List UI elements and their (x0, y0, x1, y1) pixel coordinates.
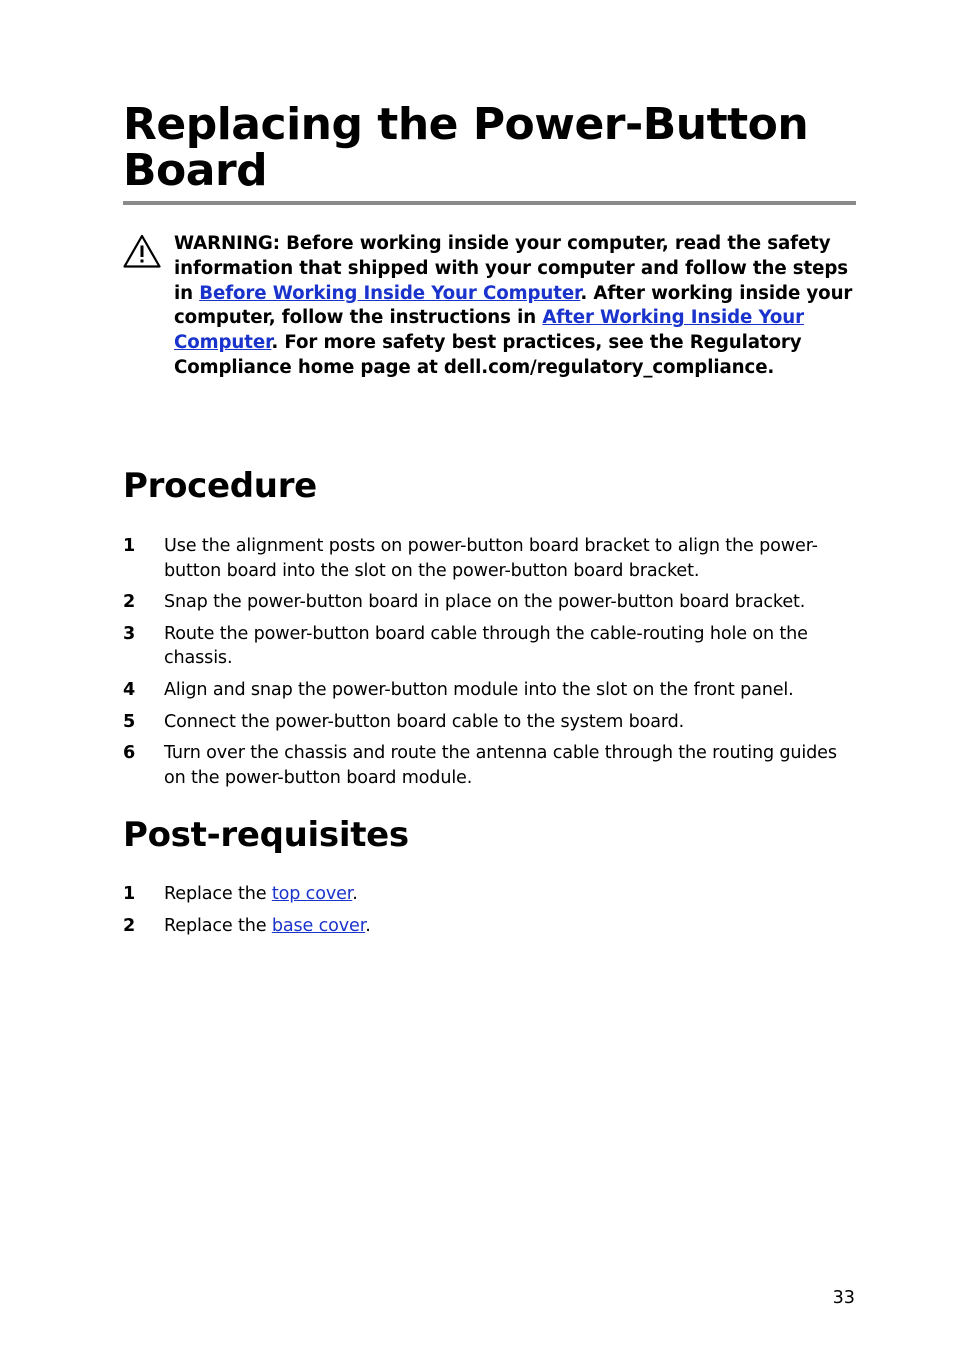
step-text-suffix: . (365, 915, 371, 936)
procedure-steps-list (123, 534, 863, 797)
procedure-heading: Procedure (123, 466, 317, 506)
step-number: 4 (123, 679, 136, 700)
list-item (123, 590, 863, 615)
step-number: 1 (123, 536, 136, 556)
step-text: Route the power-button board cable through the cable-routing hole on the chassis. (164, 623, 808, 669)
list-item (123, 741, 863, 790)
step-text: Snap the power-button board in place on the power-button board bracket. (164, 592, 806, 613)
warning-text-part-2: . After working inside your computer, follow the instructions in (174, 282, 853, 329)
step-number: 3 (123, 623, 136, 644)
warning-text-part-3: . For more safety best practices, see the Regulatory Compliance home page at dell.com/regulatory_compliance. (174, 332, 802, 378)
post-requisites-list (123, 882, 863, 945)
page-number: 33 (832, 1288, 855, 1308)
step-text: Turn over the chassis and route the antenna cable through the routing guides on the power-button board module. (164, 743, 837, 788)
step-text: Replace the (164, 884, 272, 904)
before-working-link[interactable]: Before Working Inside Your Computer (199, 282, 581, 304)
list-item (123, 622, 863, 671)
step-number: 2 (123, 592, 136, 613)
list-item (123, 710, 863, 735)
warning-text (174, 232, 864, 381)
warning-triangle-icon (123, 234, 161, 268)
step-number: 6 (123, 743, 136, 764)
list-item (123, 534, 863, 583)
page-title: Replacing the Power-Button Board (123, 99, 809, 196)
step-number: 5 (123, 711, 136, 732)
after-working-link[interactable]: After Working Inside Your Computer (174, 307, 805, 354)
step-number: 1 (123, 884, 136, 904)
list-item (123, 678, 863, 703)
post-requisites-heading: Post-requisites (123, 815, 409, 855)
warning-text-part-1: WARNING: Before working inside your computer, read the safety information that shipped with your computer and follow the steps in (174, 233, 848, 304)
step-text: Use the alignment posts on power-button board bracket to align the power-button board into the slot on the power-button board bracket. (164, 536, 818, 581)
step-number: 2 (123, 915, 136, 936)
step-text-suffix: . (352, 884, 358, 904)
step-text: Replace the (164, 915, 272, 936)
step-text: Connect the power-button board cable to the system board. (164, 711, 685, 732)
list-item (123, 914, 863, 939)
title-divider (123, 201, 856, 205)
base-cover-link[interactable]: base cover (271, 915, 366, 936)
list-item (123, 882, 863, 907)
top-cover-link[interactable]: top cover (271, 884, 353, 904)
step-text: Align and snap the power-button module into the slot on the front panel. (164, 679, 794, 700)
